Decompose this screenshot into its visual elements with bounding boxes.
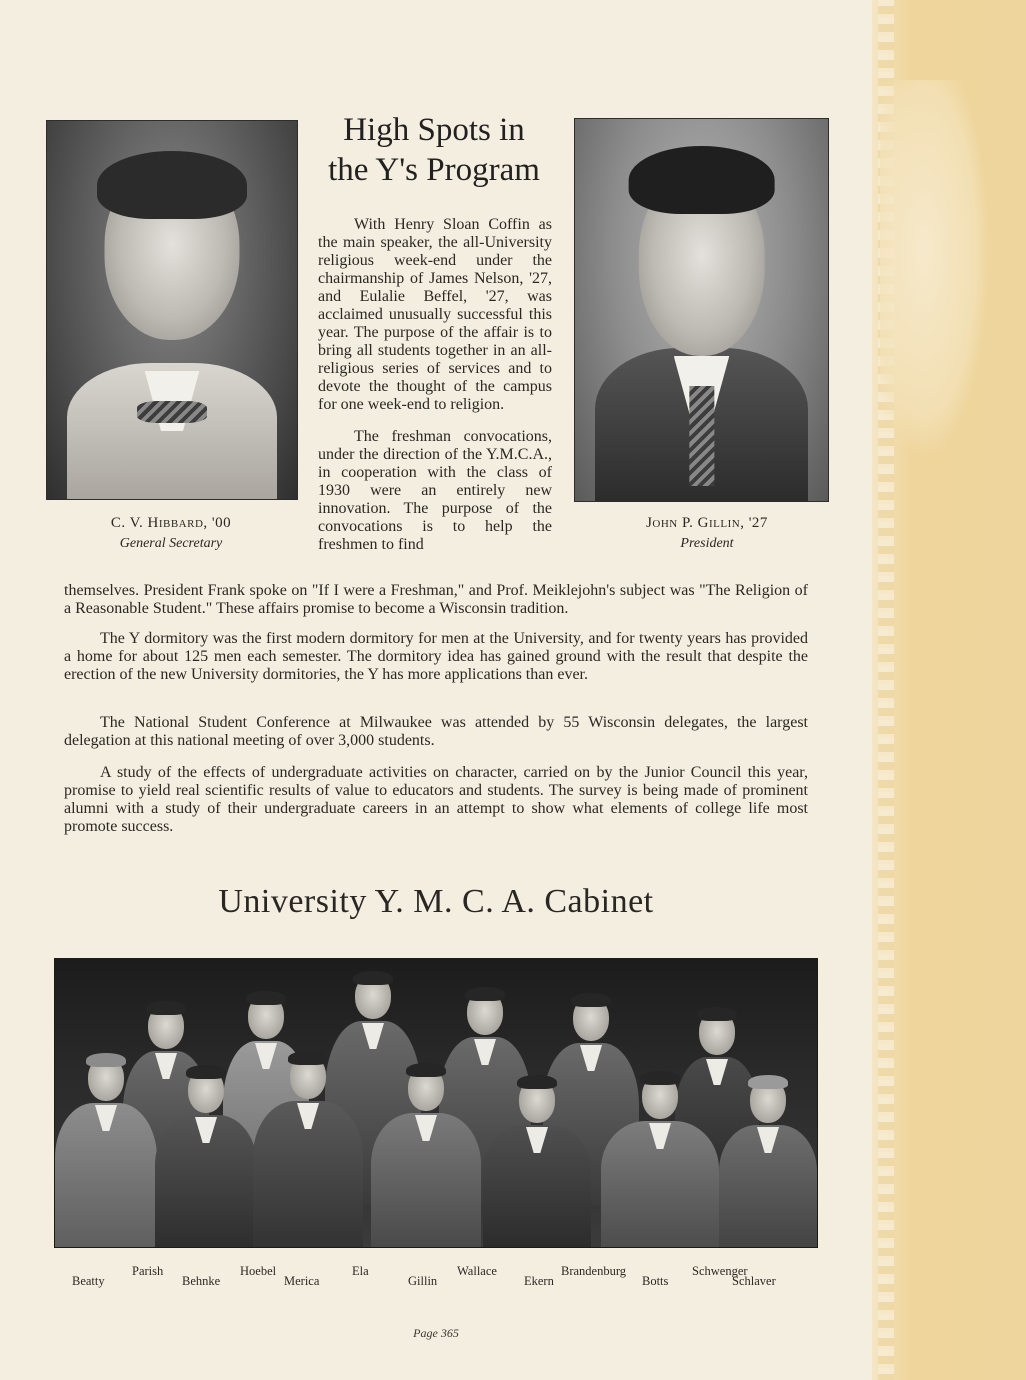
group-figure bbox=[253, 1055, 363, 1247]
article-paragraph: The Y dormitory was the first modern dormitory for men at the University, and for twenty years has provided a home for about 125 men each semester. The dormitory idea has gained ground with the result that despite the erection of the new University dormitories, the Y has more applications than ever. bbox=[64, 630, 808, 683]
portrait-gillin-photo bbox=[574, 118, 829, 502]
cabinet-name: Parish bbox=[132, 1264, 164, 1278]
caption-role: General Secretary bbox=[119, 536, 223, 551]
portrait-hair bbox=[628, 146, 775, 215]
group-figure bbox=[601, 1075, 719, 1247]
cabinet-name: Ela bbox=[352, 1264, 369, 1278]
group-figure bbox=[55, 1057, 157, 1247]
cabinet-group-photo bbox=[54, 958, 818, 1248]
portrait-hair bbox=[97, 151, 247, 219]
portrait-hibbard-photo bbox=[46, 120, 298, 500]
cabinet-name: Wallace bbox=[457, 1264, 497, 1278]
article-headline bbox=[300, 110, 568, 190]
article-paragraph-continued: themselves. President Frank spoke on "If I were a Freshman," and Prof. Meiklejohn's subject was "The Religion of a Reasonable Student." These affairs promise to become a Wisconsin tradition. bbox=[64, 582, 808, 617]
cabinet-name: Ekern bbox=[524, 1274, 554, 1288]
portrait-tie bbox=[689, 386, 714, 485]
headline-line-1: High Spots in bbox=[343, 112, 525, 148]
headline-line-2: the Y's Program bbox=[328, 152, 540, 188]
article-narrow-column bbox=[318, 216, 552, 554]
group-figure bbox=[483, 1079, 591, 1247]
article-wide-column bbox=[64, 764, 808, 836]
article-paragraph: The freshman convocations, under the direction of the Y.M.C.A., in cooperation with the class of 1930 were an entirely new innovation. The purpose of the convocations is to help the freshmen to find bbox=[318, 428, 552, 553]
cabinet-name: Beatty bbox=[72, 1274, 105, 1288]
article-wide-column bbox=[64, 714, 808, 750]
cabinet-name: Schwenger bbox=[692, 1264, 748, 1278]
cabinet-name: Botts bbox=[642, 1274, 669, 1288]
caption-name: John P. Gillin, '27 bbox=[646, 515, 768, 531]
page-number: Page 365 bbox=[413, 1326, 459, 1340]
group-figure bbox=[719, 1079, 817, 1247]
article-paragraph: The National Student Conference at Milwaukee was attended by 55 Wisconsin delegates, the largest delegation at this national meeting of over 3,000 students. bbox=[64, 714, 808, 749]
group-figure bbox=[155, 1069, 257, 1247]
portrait-bowtie bbox=[137, 401, 207, 424]
group-figure bbox=[371, 1067, 481, 1247]
article-wide-column bbox=[64, 582, 808, 618]
cabinet-name: Hoebel bbox=[240, 1264, 277, 1278]
page-edge-ornament bbox=[880, 80, 990, 460]
cabinet-title: University Y. M. C. A. Cabinet bbox=[218, 883, 654, 920]
caption-gillin bbox=[582, 515, 832, 552]
article-wide-column bbox=[64, 630, 808, 684]
article-paragraph: A study of the effects of undergraduate activities on character, carried on by the Junior Council this year, promise to yield real scientific results of value to educators and students. The survey is being made of prominent alumni with a study of their undergraduate careers in an attempt to show what elements of college life most promote success. bbox=[64, 764, 808, 835]
cabinet-name: Merica bbox=[284, 1274, 320, 1288]
cabinet-name: Schlaver bbox=[732, 1274, 776, 1288]
caption-name: C. V. Hibbard, '00 bbox=[110, 515, 232, 531]
caption-hibbard bbox=[46, 515, 296, 552]
cabinet-name: Gillin bbox=[408, 1274, 438, 1288]
cabinet-name: Brandenburg bbox=[561, 1264, 627, 1278]
caption-role: President bbox=[680, 536, 734, 551]
cabinet-name: Behnke bbox=[182, 1274, 221, 1288]
article-paragraph: With Henry Sloan Coffin as the main speaker, the all-University religious week-end under the chairmanship of James Nelson, '27, and Eulalie Beffel, '27, was acclaimed unusually successful this year. The purpose of the affair is to bring all students together in an all-religious series of services and to devote the thought of the campus for one week-end to religion. bbox=[318, 216, 552, 413]
